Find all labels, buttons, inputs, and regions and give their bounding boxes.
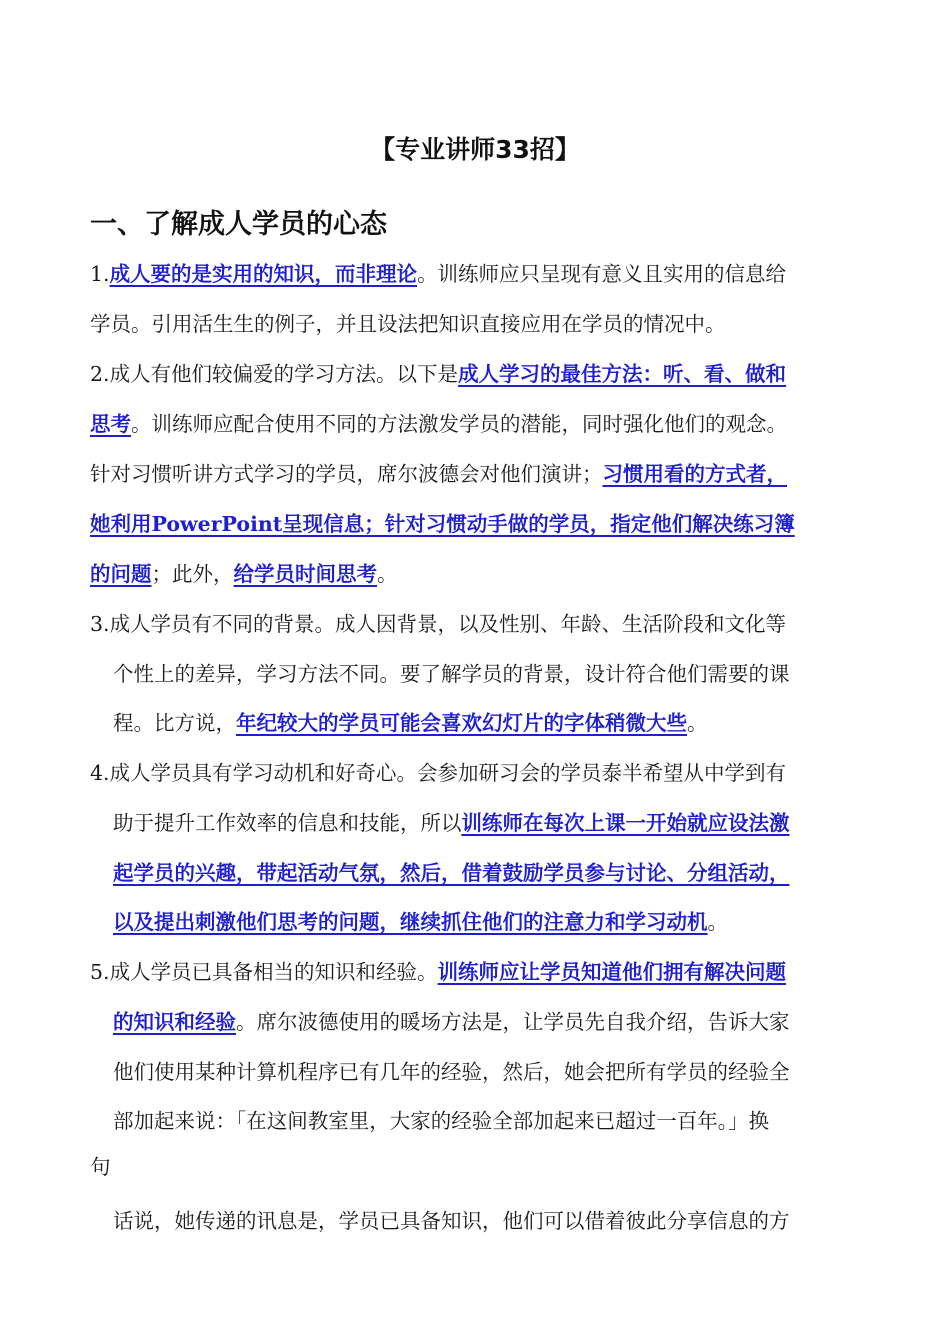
point-4-line-4 [113,907,728,937]
point-2-line-2 [90,409,787,439]
highlight-link[interactable]: 成人学习的最佳方法：听、看、做和 [458,362,787,386]
body-text: 成人有他们较偏爱的学习方法。以下是 [109,362,459,386]
point-4-line-1 [90,758,786,788]
body-text: 部加起来说：「在这间教室里，大家的经验全部加起来已超过一百年。」换 [113,1109,769,1133]
body-text: 成人学员具有学习动机和好奇心。会参加研习会的学员泰半希望从中学到有 [109,761,787,785]
body-text: 。 [377,562,398,586]
highlight-link[interactable]: 她利用PowerPoint呈现信息；针对习惯动手做的学员，指定他们解决练习簿 [90,512,795,536]
body-text: 成人学员有不同的背景。成人因背景，以及性别、年龄、生活阶段和文化等 [109,612,787,636]
highlight-link[interactable]: 年纪较大的学员可能会喜欢幻灯片的字体稍微大些 [236,711,687,735]
point-4-line-2 [113,808,790,838]
highlight-link[interactable]: 起学员的兴趣，带起活动气氛，然后，借着鼓励学员参与讨论、分组活动， [113,861,790,885]
body-text: 成人学员已具备相当的知识和经验。 [109,960,438,984]
body-text: 。 [707,910,728,934]
point-number: 1. [90,262,110,286]
point-5-line-5 [90,1152,111,1182]
point-5-line-3 [113,1057,790,1087]
point-2-line-5 [90,559,398,589]
point-3-line-3 [113,708,708,738]
body-text: 句 [90,1155,111,1179]
point-number: 5. [90,960,110,984]
point-number: 3. [90,612,110,636]
point-2-line-3 [90,459,787,489]
point-2-line-1 [90,359,786,389]
body-text: 个性上的差异，学习方法不同。要了解学员的背景，设计符合他们需要的课 [113,662,790,686]
highlight-link[interactable]: 给学员时间思考 [233,562,377,586]
point-1-line-1 [90,259,786,289]
body-text: 程。比方说， [113,711,236,735]
point-3-line-2 [113,659,790,689]
document-title: 【专业讲师33招】 [370,135,580,164]
point-3-line-1 [90,609,786,639]
highlight-link[interactable]: 成人要的是实用的知识，而非理论 [109,262,418,286]
body-text: 。席尔波德使用的暖场方法是，让学员先自我介绍，告诉大家 [236,1010,790,1034]
body-text: 针对习惯听讲方式学习的学员，席尔波德会对他们演讲； [90,462,603,486]
body-text: 话说，她传递的讯息是，学员已具备知识，他们可以借着彼此分享信息的方 [113,1209,790,1233]
highlight-link[interactable]: 以及提出刺激他们思考的问题，继续抓住他们的注意力和学习动机 [113,910,708,934]
point-2-line-4 [90,509,795,539]
point-5-line-4 [113,1106,769,1136]
point-number: 2. [90,362,110,386]
body-text: 学员。引用活生生的例子，并且设法把知识直接应用在学员的情况中。 [90,312,726,336]
highlight-link[interactable]: 训练师应让学员知道他们拥有解决问题 [437,960,787,984]
point-5-line-2 [113,1007,790,1037]
point-number: 4. [90,761,110,785]
point-4-line-3 [113,858,790,888]
body-text: 他们使用某种计算机程序已有几年的经验，然后，她会把所有学员的经验全 [113,1060,790,1084]
highlight-link[interactable]: 的知识和经验 [113,1010,236,1034]
body-text: ；此外， [151,562,234,586]
body-text: 助于提升工作效率的信息和技能，所以 [113,811,462,835]
body-text: 。训练师应配合使用不同的方法激发学员的潜能，同时强化他们的观念。 [131,412,787,436]
body-text: 。 [687,711,708,735]
body-text: 。训练师应只呈现有意义且实用的信息给 [417,262,787,286]
highlight-link[interactable]: 思考 [90,412,131,436]
point-5-line-6 [113,1206,790,1236]
highlight-link[interactable]: 习惯用看的方式者， [602,462,787,486]
point-1-line-2 [90,309,726,339]
highlight-link[interactable]: 的问题 [90,562,152,586]
section-heading: 一、了解成人学员的心态 [90,209,387,240]
point-5-line-1 [90,957,786,987]
highlight-link[interactable]: 训练师在每次上课一开始就应设法激 [461,811,790,835]
